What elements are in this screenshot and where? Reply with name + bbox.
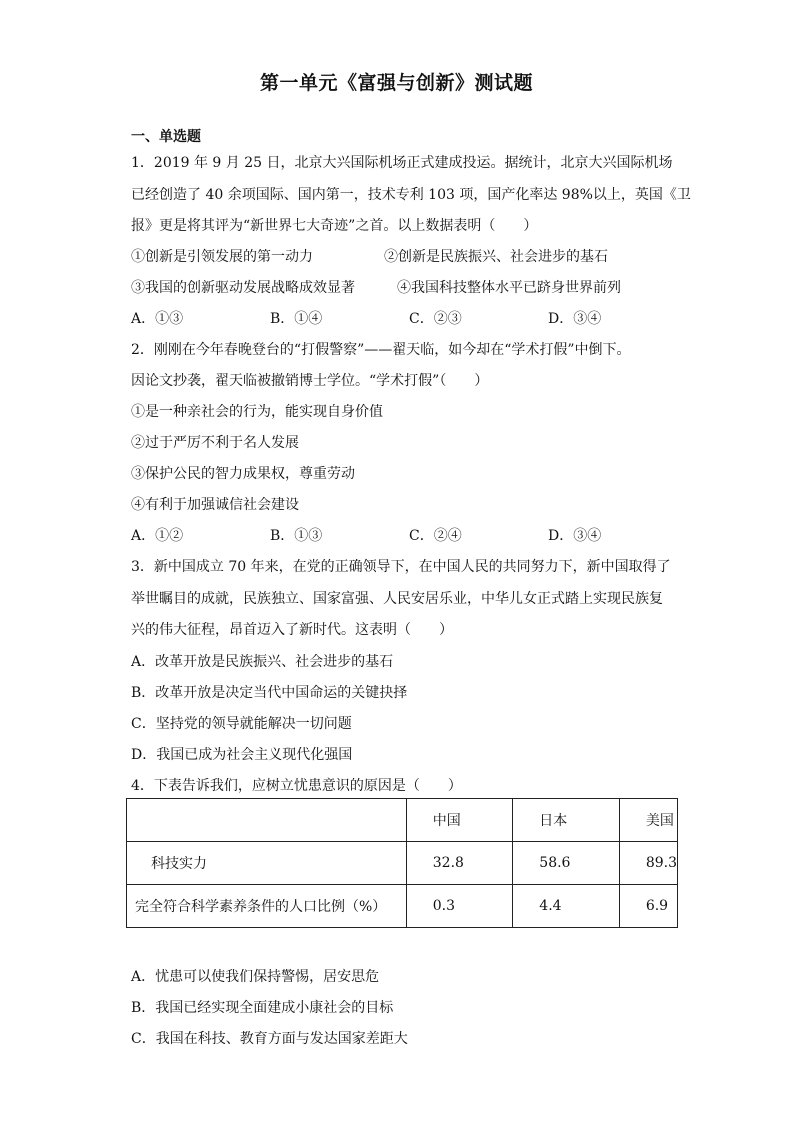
comparison-table — [126, 798, 678, 928]
q1-item-1: ①创新是引领发展的第一动力 — [131, 249, 313, 265]
q2-choice-d: D．③④ — [548, 528, 602, 544]
q2-stem-line-2: 因论文抄袭，翟天临被撤销博士学位。“学术打假”（ ） — [131, 373, 489, 389]
q2-item-1: ①是一种亲社会的行为，能实现自身价值 — [131, 404, 383, 420]
table-cell: 32.8 — [406, 842, 513, 885]
q3-option-a: A．改革开放是民族振兴、社会进步的基石 — [131, 654, 394, 670]
q2-item-4: ④有利于加强诚信社会建设 — [131, 497, 299, 513]
q2-item-2: ②过于严厉不利于名人发展 — [131, 435, 299, 451]
q2-item-3: ③保护公民的智力成果权，尊重劳动 — [131, 466, 355, 482]
q1-stem-line-3: 报》更是将其评为“新世界七大奇迹”之首。以上数据表明（ ） — [131, 218, 538, 234]
table-cell: 4.4 — [513, 885, 620, 928]
table-row — [127, 885, 678, 928]
table-header-row — [127, 799, 678, 842]
q1-stem-line-2: 已经创造了 40 余项国际、国内第一，技术专利 103 项，国产化率达 98%以上，英国《卫 — [131, 187, 691, 203]
q1-item-4: ④我国科技整体水平已跻身世界前列 — [397, 280, 621, 296]
q1-stem-line-1: 1．2019 年 9 月 25 日，北京大兴国际机场正式建成投运。据统计，北京大兴国际机场 — [131, 155, 673, 171]
q2-choice-c: C．②④ — [409, 528, 462, 544]
table-cell: 完全符合科学素养条件的人口比例（%） — [127, 885, 407, 928]
table-cell: 58.6 — [513, 842, 620, 885]
q3-option-c: C．坚持党的领导就能解决一切问题 — [131, 716, 352, 732]
q4-option-a: A．忧患可以使我们保持警惕，居安思危 — [131, 969, 380, 985]
q1-choice-b: B．①④ — [270, 311, 323, 327]
page-title: 第一单元《富强与创新》测试题 — [259, 72, 533, 94]
q1-item-3: ③我国的创新驱动发展战略成效显著 — [131, 280, 355, 296]
q1-choice-d: D．③④ — [548, 311, 602, 327]
q1-choice-a: A．①③ — [131, 311, 184, 327]
q2-choice-a: A．①② — [131, 528, 184, 544]
table-header-cell: 美国 — [619, 799, 677, 842]
q3-stem-line-3: 兴的伟大征程，昂首迈入了新时代。这表明（ ） — [131, 622, 453, 638]
q1-choice-c: C．②③ — [409, 311, 462, 327]
table-cell: 89.3 — [619, 842, 677, 885]
table-cell: 0.3 — [406, 885, 513, 928]
table-header-cell: 中国 — [406, 799, 513, 842]
q3-option-b: B．改革开放是决定当代中国命运的关键抉择 — [131, 685, 408, 701]
table-cell: 6.9 — [619, 885, 677, 928]
table-row — [127, 842, 678, 885]
section-heading: 一、单选题 — [131, 129, 201, 145]
q4-stem: 4．下表告诉我们，应树立忧患意识的原因是（ ） — [131, 778, 462, 794]
q2-choice-b: B．①③ — [270, 528, 323, 544]
table-cell — [127, 799, 407, 842]
q3-stem-line-1: 3．新中国成立 70 年来，在党的正确领导下，在中国人民的共同努力下，新中国取得了 — [131, 559, 671, 575]
q4-option-b: B．我国已经实现全面建成小康社会的目标 — [131, 1000, 394, 1016]
q3-stem-line-2: 举世瞩目的成就，民族独立、国家富强、人民安居乐业，中华儿女正式踏上实现民族复 — [131, 591, 663, 607]
table-cell: 科技实力 — [127, 842, 407, 885]
q1-item-2: ②创新是民族振兴、社会进步的基石 — [384, 249, 608, 265]
q2-stem-line-1: 2．刚刚在今年春晚登台的“打假警察”——翟天临，如今却在“学术打假”中倒下。 — [131, 342, 631, 358]
q4-option-c: C．我国在科技、教育方面与发达国家差距大 — [131, 1031, 408, 1047]
table-header-cell: 日本 — [513, 799, 620, 842]
q3-option-d: D．我国已成为社会主义现代化强国 — [131, 747, 353, 763]
